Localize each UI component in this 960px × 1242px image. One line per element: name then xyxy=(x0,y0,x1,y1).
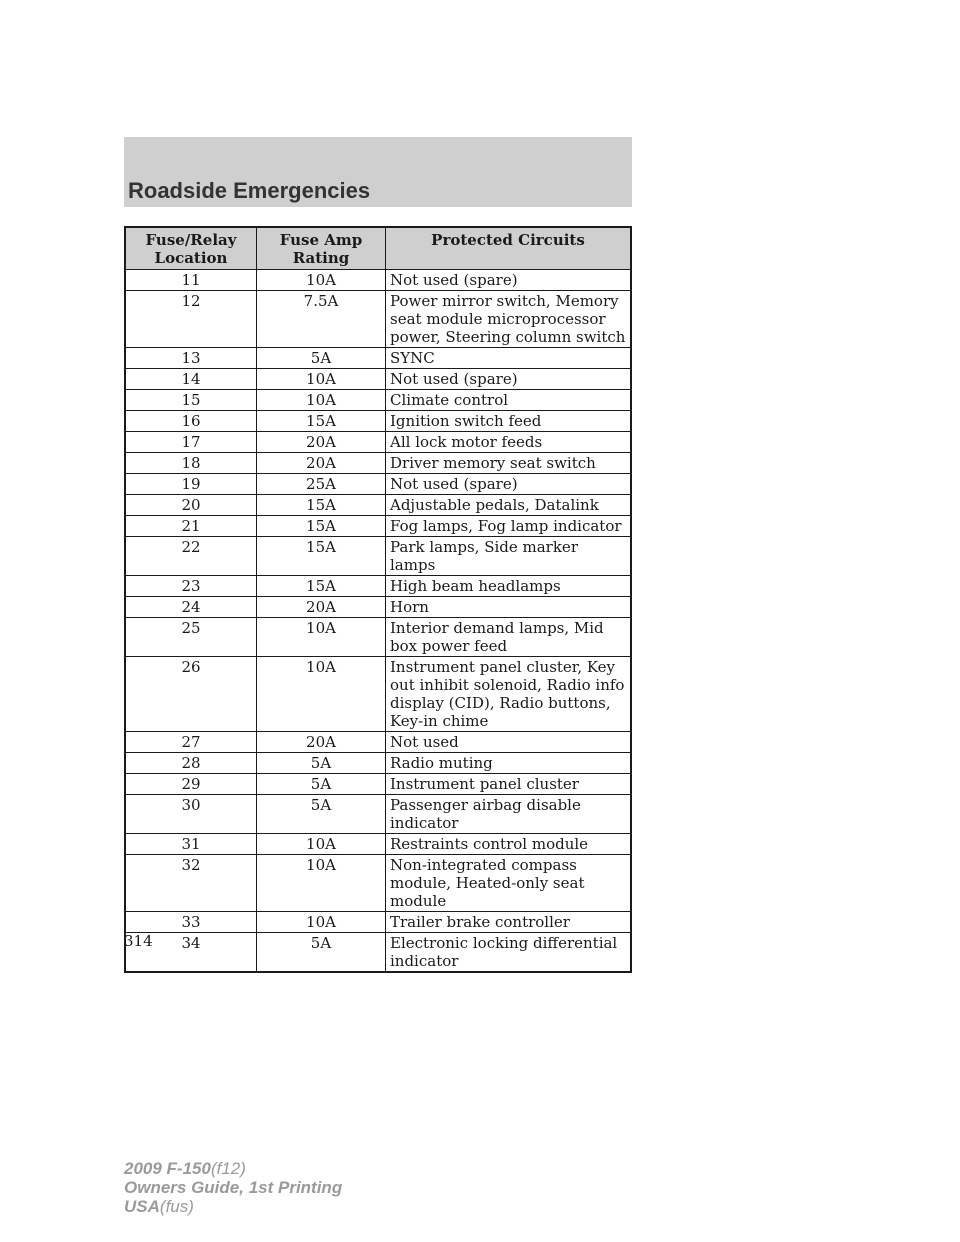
cell-protected-circuits: Horn xyxy=(386,597,632,618)
table-row xyxy=(125,774,631,795)
footer-model-code: (f12) xyxy=(210,1159,246,1178)
table-row xyxy=(125,597,631,618)
cell-amp-rating: 10A xyxy=(257,834,386,855)
cell-protected-circuits: Radio muting xyxy=(386,753,632,774)
cell-fuse-location: 12 xyxy=(125,291,257,348)
cell-amp-rating: 5A xyxy=(257,774,386,795)
fuse-table xyxy=(124,226,632,973)
cell-protected-circuits: Trailer brake controller xyxy=(386,912,632,933)
cell-fuse-location: 21 xyxy=(125,516,257,537)
cell-protected-circuits: Ignition switch feed xyxy=(386,411,632,432)
footer-line-guide: Owners Guide, 1st Printing xyxy=(124,1178,343,1197)
table-body xyxy=(125,270,631,973)
cell-protected-circuits: Instrument panel cluster, Key out inhibit solenoid, Radio info display (CID), Radio buttons, Key-in chime xyxy=(386,657,632,732)
cell-fuse-location: 11 xyxy=(125,270,257,291)
cell-fuse-location: 19 xyxy=(125,474,257,495)
page-number: 314 xyxy=(124,932,153,950)
cell-fuse-location: 31 xyxy=(125,834,257,855)
table-row xyxy=(125,270,631,291)
cell-amp-rating: 10A xyxy=(257,657,386,732)
table-row xyxy=(125,348,631,369)
cell-amp-rating: 10A xyxy=(257,912,386,933)
cell-amp-rating: 20A xyxy=(257,432,386,453)
cell-protected-circuits: Passenger airbag disable indicator xyxy=(386,795,632,834)
cell-amp-rating: 10A xyxy=(257,270,386,291)
table-row xyxy=(125,411,631,432)
table-header-row xyxy=(125,227,631,270)
cell-protected-circuits: SYNC xyxy=(386,348,632,369)
table-row xyxy=(125,432,631,453)
cell-protected-circuits: Driver memory seat switch xyxy=(386,453,632,474)
cell-fuse-location: 15 xyxy=(125,390,257,411)
cell-protected-circuits: Restraints control module xyxy=(386,834,632,855)
footer xyxy=(124,1159,342,1216)
table-row xyxy=(125,537,631,576)
cell-amp-rating: 15A xyxy=(257,516,386,537)
cell-fuse-location: 20 xyxy=(125,495,257,516)
cell-amp-rating: 20A xyxy=(257,453,386,474)
cell-amp-rating: 15A xyxy=(257,576,386,597)
cell-amp-rating: 20A xyxy=(257,597,386,618)
cell-fuse-location: 23 xyxy=(125,576,257,597)
footer-line-model xyxy=(124,1159,342,1178)
cell-protected-circuits: Interior demand lamps, Mid box power feed xyxy=(386,618,632,657)
cell-fuse-location: 18 xyxy=(125,453,257,474)
cell-amp-rating: 5A xyxy=(257,933,386,973)
cell-amp-rating: 20A xyxy=(257,732,386,753)
table-row xyxy=(125,732,631,753)
footer-market: USA xyxy=(124,1197,160,1216)
footer-model: 2009 F-150 xyxy=(124,1159,211,1178)
table-row xyxy=(125,453,631,474)
cell-amp-rating: 25A xyxy=(257,474,386,495)
cell-protected-circuits: Not used (spare) xyxy=(386,369,632,390)
table-row xyxy=(125,912,631,933)
cell-fuse-location: 14 xyxy=(125,369,257,390)
cell-amp-rating: 10A xyxy=(257,369,386,390)
table-row xyxy=(125,291,631,348)
cell-amp-rating: 10A xyxy=(257,390,386,411)
table-row xyxy=(125,834,631,855)
cell-protected-circuits: Park lamps, Side marker lamps xyxy=(386,537,632,576)
cell-protected-circuits: Non-integrated compass module, Heated-only seat module xyxy=(386,855,632,912)
cell-fuse-location: 26 xyxy=(125,657,257,732)
cell-amp-rating: 5A xyxy=(257,348,386,369)
column-header-location: Fuse/Relay Location xyxy=(125,227,257,270)
table-row xyxy=(125,855,631,912)
cell-fuse-location: 30 xyxy=(125,795,257,834)
cell-fuse-location: 16 xyxy=(125,411,257,432)
table-row xyxy=(125,369,631,390)
column-header-amp-rating: Fuse Amp Rating xyxy=(257,227,386,270)
cell-fuse-location: 28 xyxy=(125,753,257,774)
cell-amp-rating: 15A xyxy=(257,537,386,576)
footer-market-code: (fus) xyxy=(159,1197,194,1216)
cell-fuse-location: 17 xyxy=(125,432,257,453)
cell-fuse-location: 33 xyxy=(125,912,257,933)
cell-fuse-location: 34 xyxy=(125,933,257,973)
cell-protected-circuits: Climate control xyxy=(386,390,632,411)
table-row xyxy=(125,618,631,657)
cell-protected-circuits: Electronic locking differential indicator xyxy=(386,933,632,973)
cell-fuse-location: 32 xyxy=(125,855,257,912)
cell-fuse-location: 25 xyxy=(125,618,257,657)
cell-protected-circuits: Instrument panel cluster xyxy=(386,774,632,795)
cell-fuse-location: 22 xyxy=(125,537,257,576)
cell-protected-circuits: Fog lamps, Fog lamp indicator xyxy=(386,516,632,537)
table-row xyxy=(125,474,631,495)
footer-line-market xyxy=(124,1197,342,1216)
cell-protected-circuits: All lock motor feeds xyxy=(386,432,632,453)
cell-fuse-location: 27 xyxy=(125,732,257,753)
cell-amp-rating: 5A xyxy=(257,795,386,834)
table-row xyxy=(125,576,631,597)
cell-protected-circuits: Not used (spare) xyxy=(386,270,632,291)
cell-amp-rating: 15A xyxy=(257,411,386,432)
table-row xyxy=(125,657,631,732)
table-row xyxy=(125,933,631,973)
cell-fuse-location: 29 xyxy=(125,774,257,795)
cell-amp-rating: 7.5A xyxy=(257,291,386,348)
cell-protected-circuits: High beam headlamps xyxy=(386,576,632,597)
cell-amp-rating: 10A xyxy=(257,855,386,912)
cell-protected-circuits: Not used xyxy=(386,732,632,753)
table-row xyxy=(125,390,631,411)
cell-fuse-location: 24 xyxy=(125,597,257,618)
cell-amp-rating: 5A xyxy=(257,753,386,774)
column-header-protected-circuits: Protected Circuits xyxy=(386,227,632,270)
table-row xyxy=(125,753,631,774)
table-row xyxy=(125,495,631,516)
table-row xyxy=(125,516,631,537)
cell-protected-circuits: Adjustable pedals, Datalink xyxy=(386,495,632,516)
cell-protected-circuits: Power mirror switch, Memory seat module microprocessor power, Steering column switch xyxy=(386,291,632,348)
cell-protected-circuits: Not used (spare) xyxy=(386,474,632,495)
section-title: Roadside Emergencies xyxy=(128,178,371,203)
cell-amp-rating: 15A xyxy=(257,495,386,516)
cell-amp-rating: 10A xyxy=(257,618,386,657)
cell-fuse-location: 13 xyxy=(125,348,257,369)
table-row xyxy=(125,795,631,834)
